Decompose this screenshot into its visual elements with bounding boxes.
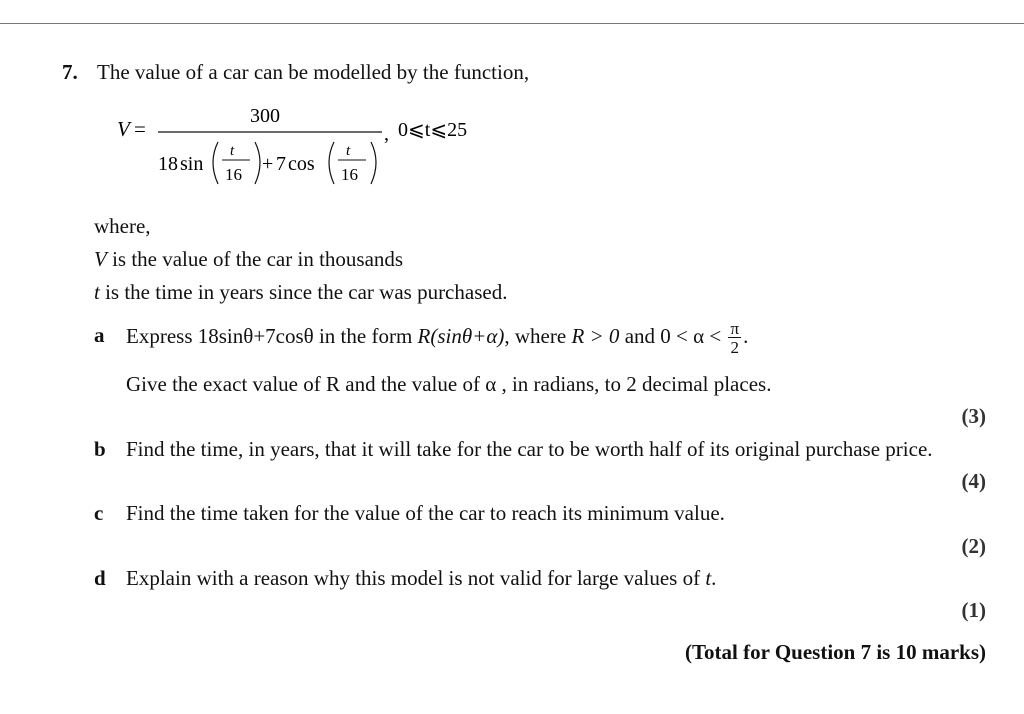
definition-t-text: is the time in years since the car was purchased.: [105, 280, 508, 304]
part-c-marks: (2): [961, 534, 986, 558]
paren-close-1: [255, 142, 260, 184]
formula-den-cos: cos: [288, 153, 315, 175]
two-symbol: 2: [728, 337, 741, 356]
part-a-expression: 18sinθ+7cosθ: [197, 324, 314, 348]
part-d-var: t: [705, 566, 712, 590]
total-marks: (Total for Question 7 is 10 marks): [684, 640, 986, 664]
formula-den-sin: sin: [180, 153, 204, 175]
part-a-line1: [126, 320, 748, 356]
part-d-text: Explain with a reason why this model is not valid for large values of: [126, 566, 701, 590]
part-b-text: Find the time, in years, that it will take for the car to be worth half of its original purchase price.: [126, 437, 933, 461]
formula-den-plus: +: [262, 153, 274, 175]
definition-v: [94, 247, 403, 272]
part-d-marks: (1): [961, 598, 986, 622]
definition-v-var: V: [94, 247, 107, 271]
part-a-letter: a: [94, 323, 105, 347]
part-a-form: R(sinθ+α): [417, 324, 505, 348]
definition-v-text: is the value of the car in thousands: [112, 247, 404, 271]
paren-close-2: [371, 142, 376, 184]
part-a-line2: Give the exact value of R and the value of α , in radians, to 2 decimal places.: [126, 372, 772, 396]
part-a-cond-alpha: 0 < α <: [660, 324, 722, 348]
part-d-period: .: [711, 566, 717, 590]
part-c-letter: c: [94, 501, 104, 525]
pi-symbol: π: [730, 319, 740, 339]
part-c-text: Find the time taken for the value of the car to reach its minimum value.: [126, 501, 725, 525]
where-label: where,: [94, 214, 151, 238]
definition-t-var: t: [94, 280, 100, 304]
pi-over-two: [728, 320, 741, 356]
formula-lhs: V: [117, 117, 130, 141]
part-a-and: and: [624, 324, 656, 348]
part-a-marks: (3): [961, 404, 986, 428]
part-b-letter: b: [94, 437, 106, 461]
formula-svg: [112, 98, 512, 198]
definition-t: [94, 280, 507, 305]
frac1-den: 16: [225, 165, 242, 184]
formula-comma: ,: [384, 123, 389, 145]
frac2-num: t: [346, 143, 351, 159]
part-d-line: [126, 566, 716, 591]
part-a-express: Express: [126, 324, 193, 348]
frac2-den: 16: [341, 165, 358, 184]
part-b-marks: (4): [961, 469, 986, 493]
paren-open-1: [213, 142, 218, 184]
formula-numerator: 300: [250, 105, 280, 127]
value-formula: [112, 98, 512, 198]
part-a-where: , where: [504, 324, 567, 348]
top-divider: [0, 23, 1024, 24]
part-a-period: .: [743, 324, 749, 348]
paren-open-2: [329, 142, 334, 184]
question-number: 7.: [62, 60, 78, 84]
part-a-in-form: in the form: [318, 324, 413, 348]
part-a-cond-r: R > 0: [571, 324, 620, 348]
formula-den-coef1: 18: [158, 153, 178, 175]
formula-equals: =: [134, 117, 146, 141]
formula-den-coef2: 7: [276, 153, 286, 175]
formula-domain: 0⩽t⩽25: [398, 119, 468, 141]
question-intro: The value of a car can be modelled by the function,: [97, 60, 530, 84]
part-d-letter: d: [94, 566, 106, 590]
frac1-num: t: [230, 143, 235, 159]
